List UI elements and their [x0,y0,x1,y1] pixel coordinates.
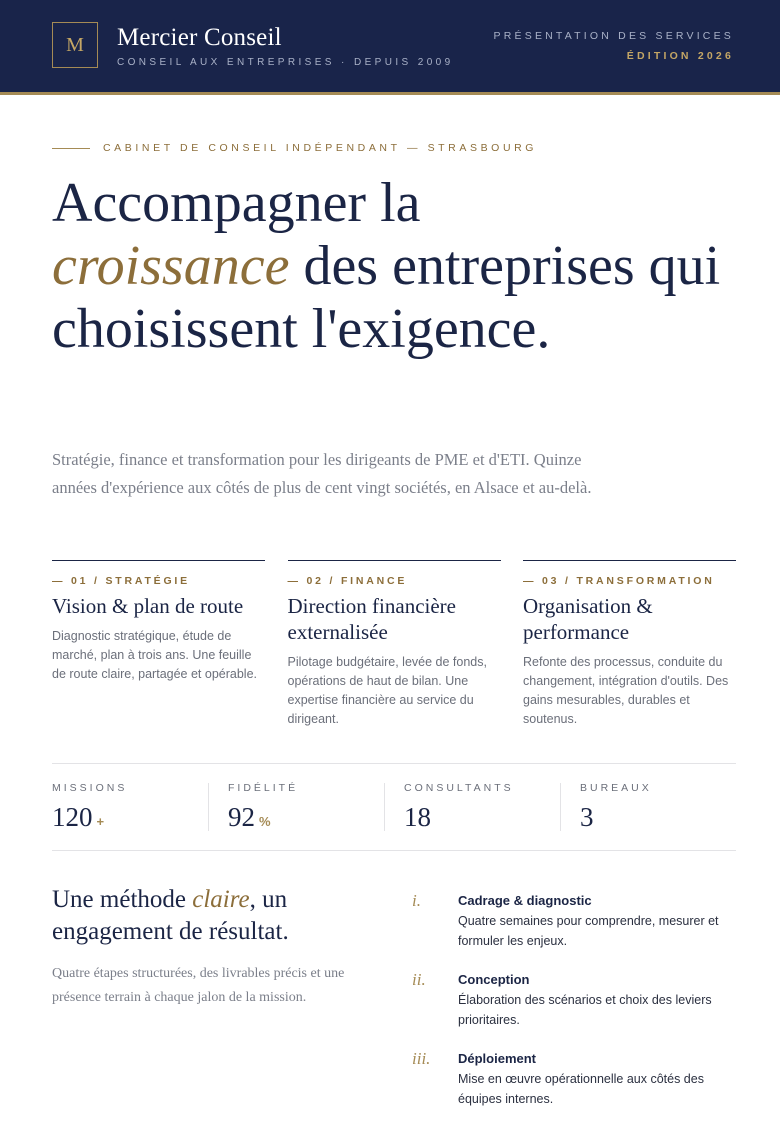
hero-title [52,172,732,361]
method-steps [412,890,738,1127]
key-figures [52,763,736,851]
step-description: Quatre semaines pour comprendre, mesurer et formuler les enjeux. [458,914,719,948]
service-title: Organisation & performance [523,594,653,644]
document-label: PRÉSENTATION DES SERVICES [493,30,734,42]
service-number: — 01 / STRATÉGIE [52,575,190,587]
service-number: — 02 / FINANCE [287,575,408,587]
stat-value: 18 [404,802,431,832]
stat-label: CONSULTANTS [404,782,514,794]
service-description: Diagnostic stratégique, étude de marché, plan à trois ans. Une feuille de route claire, partagée et opérable. [52,629,257,681]
stat-value: 120 + [52,802,105,832]
stat-unit: % [259,814,271,829]
brand-tagline: CONSEIL AUX ENTREPRISES · DEPUIS 2009 [117,57,454,68]
service-description: Pilotage budgétaire, levée de fonds, opérations de haut de bilan. Une expertise financière au service du dirigeant. [287,655,487,726]
stat-label: FIDÉLITÉ [228,782,299,794]
service-card [52,560,265,729]
stat-value: 92 % [228,802,271,832]
hero-title-accent: croissance [52,235,290,297]
list-item [412,1048,738,1109]
stat-bureaux [560,764,736,850]
hero-title-part1: Accompagner la [52,172,421,234]
hero-title-part2: des entreprises qui choisissent l'exigence. [52,235,721,360]
method-title: Une méthode claire, un engagement de résultat. [52,886,289,945]
eyebrow-rule [52,148,90,149]
eyebrow-text: CABINET DE CONSEIL INDÉPENDANT — STRASBOURG [103,142,538,154]
stat-value: 3 [580,802,594,832]
logo-monogram: M [52,22,98,68]
list-item [412,969,738,1030]
service-card [523,560,736,729]
stat-consultants [384,764,560,850]
method-title-accent: claire [192,886,250,913]
step-number: iii. [412,1049,431,1068]
step-number: ii. [412,970,426,989]
services-list [52,560,736,729]
step-description: Mise en œuvre opérationnelle aux côtés des équipes internes. [458,1072,704,1106]
brand-name: Mercier Conseil [117,24,282,51]
stat-unit: + [96,814,105,829]
page-header [0,0,780,95]
service-number: — 03 / TRANSFORMATION [523,575,715,587]
step-title: Conception [458,972,530,987]
stat-fidelite [208,764,384,850]
service-title: Vision & plan de route [52,594,244,618]
step-number: i. [412,891,421,910]
edition-label: ÉDITION 2026 [626,50,734,62]
service-card [288,560,501,729]
step-title: Déploiement [458,1051,537,1066]
hero-eyebrow [52,142,537,154]
list-item [412,890,738,951]
stat-label: BUREAUX [580,782,652,794]
service-title: Direction financière externalisée [287,594,456,644]
step-description: Élaboration des scénarios et choix des leviers prioritaires. [458,993,712,1027]
method-description: Quatre étapes structurées, des livrables précis et une présence terrain à chaque jalon de la mission. [52,966,345,1005]
hero-lead: Stratégie, finance et transformation pour les dirigeants de PME et d'ETI. Quinze années d'expérience aux côtés de plus de cent vingt sociétés, en Alsace et au-delà. [52,450,592,497]
stat-label: MISSIONS [52,782,128,794]
step-title: Cadrage & diagnostic [458,893,592,908]
stat-missions [52,764,208,850]
service-description: Refonte des processus, conduite du changement, intégration d'outils. Des gains mesurables, durables et soutenus. [523,655,729,726]
